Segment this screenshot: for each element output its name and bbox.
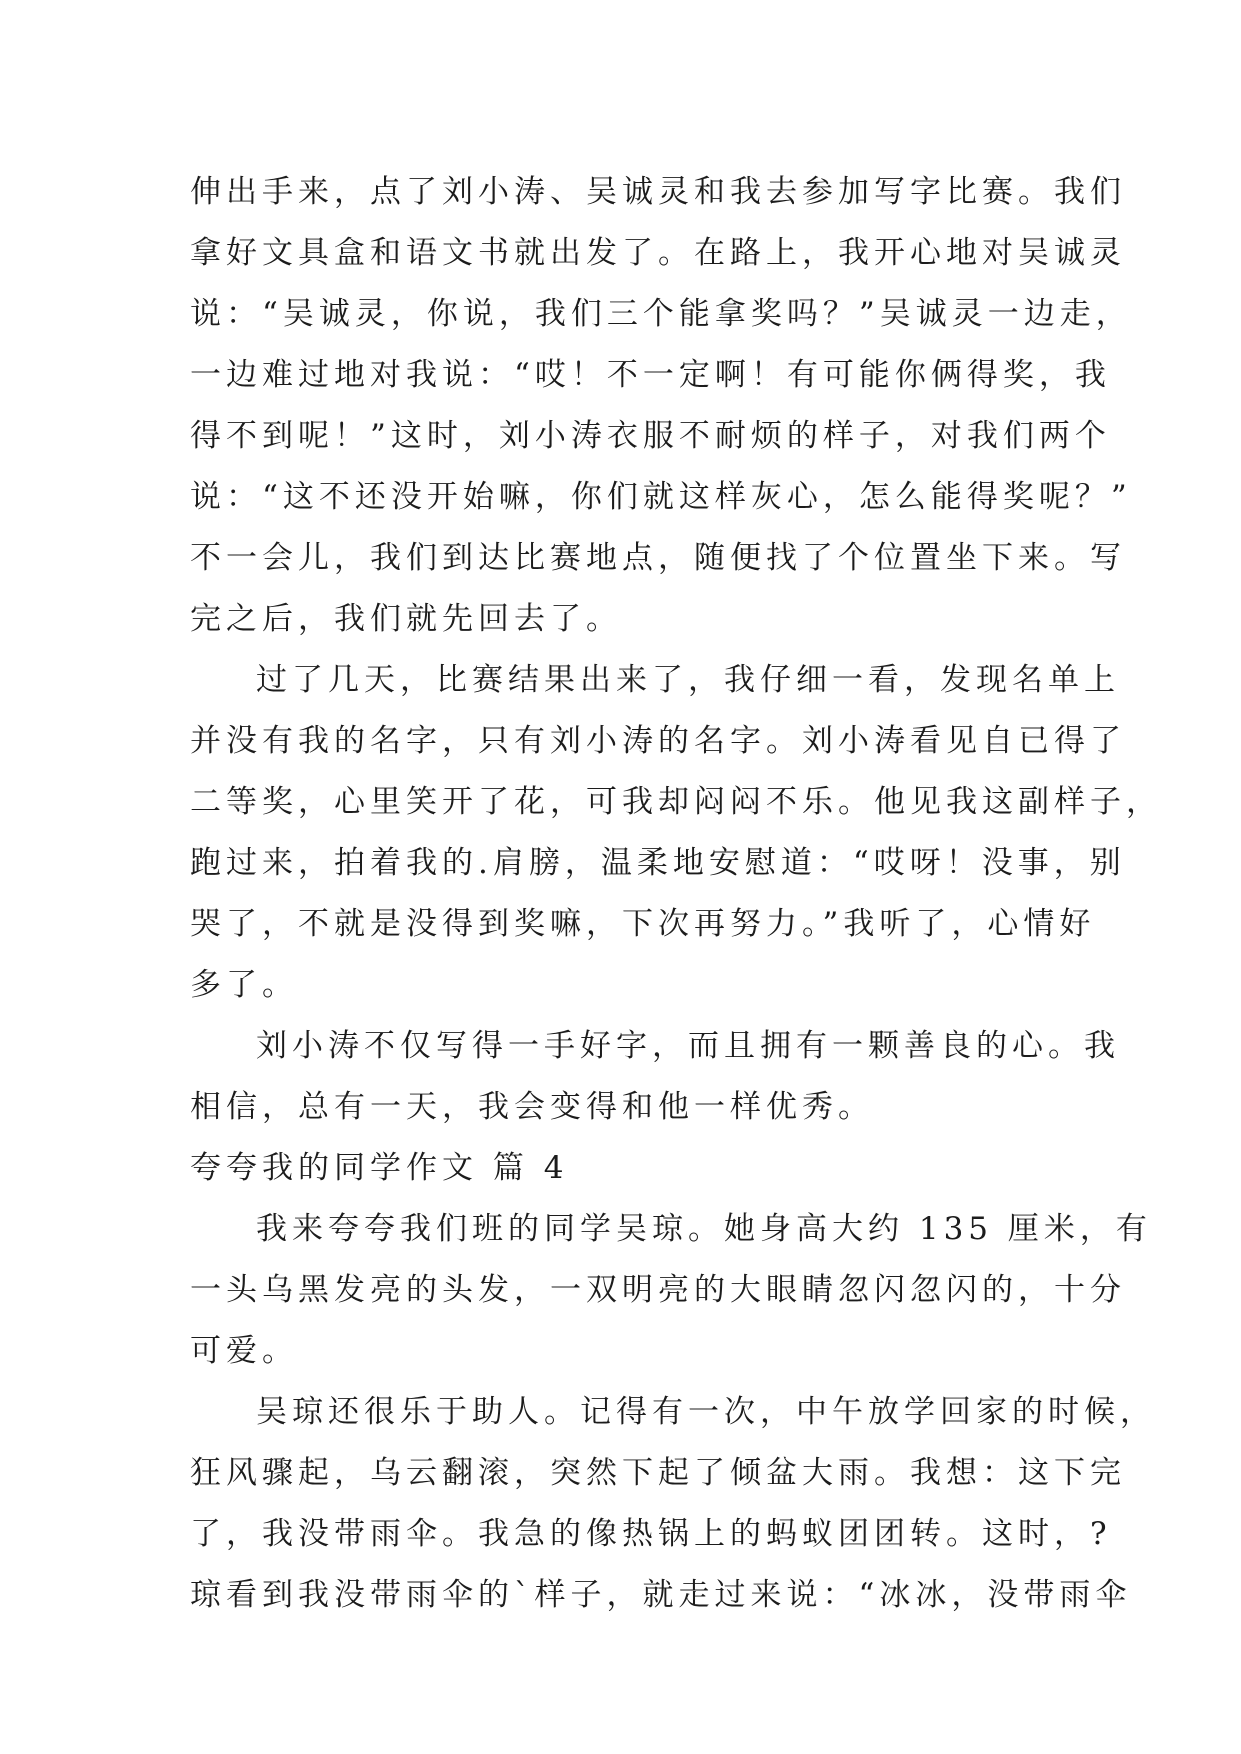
text-line: 二等奖，心里笑开了花，可我却闷闷不乐。他见我这副样子， (190, 784, 1162, 820)
text-line: 得不到呢！”这时，刘小涛衣服不耐烦的样子，对我们两个 (190, 418, 1111, 454)
text-line: 伸出手来，点了刘小涛、吴诚灵和我去参加写字比赛。我们 (190, 174, 1126, 210)
text-line: 说：“这不还没开始嘛，你们就这样灰心，怎么能得奖呢？” (190, 479, 1132, 515)
essay-text (190, 162, 1162, 1626)
text-line: 刘小涛不仅写得一手好字，而且拥有一颗善良的心。我 (256, 1028, 1120, 1064)
text-line: 了，我没带雨伞。我急的像热锅上的蚂蚁团团转。这时，? (190, 1516, 1112, 1552)
text-line: 完之后，我们就先回去了。 (190, 601, 622, 637)
text-line: 相信，总有一天，我会变得和他一样优秀。 (190, 1089, 874, 1125)
text-line: 不一会儿，我们到达比赛地点，随便找了个位置坐下来。写 (190, 540, 1126, 576)
text-line: 可爱。 (190, 1333, 298, 1369)
text-line: 并没有我的名字，只有刘小涛的名字。刘小涛看见自已得了 (190, 723, 1126, 759)
text-line: 哭了，不就是没得到奖嘛，下次再努力。”我听了，心情好 (190, 906, 1096, 942)
text-line: 过了几天，比赛结果出来了，我仔细一看，发现名单上 (256, 662, 1120, 698)
section-heading: 夸夸我的同学作文 篇 4 (190, 1150, 569, 1186)
text-line: 说：“吴诚灵，你说，我们三个能拿奖吗？”吴诚灵一边走， (190, 296, 1132, 332)
text-line: 拿好文具盒和语文书就出发了。在路上，我开心地对吴诚灵 (190, 235, 1126, 271)
text-line: 我来夸夸我们班的同学吴琼。她身高大约 135 厘米，有 (256, 1211, 1152, 1247)
text-line: 跑过来，拍着我的.肩膀，温柔地安慰道：“哎呀！没事，别 (190, 845, 1126, 881)
text-line: 吴琼还很乐于助人。记得有一次，中午放学回家的时候， (256, 1394, 1156, 1430)
text-line: 一边难过地对我说：“哎！不一定啊！有可能你俩得奖，我 (190, 357, 1111, 393)
text-line: 一头乌黑发亮的头发，一双明亮的大眼睛忽闪忽闪的，十分 (190, 1272, 1126, 1308)
text-line: 狂风骤起，乌云翻滚，突然下起了倾盆大雨。我想：这下完 (190, 1455, 1126, 1491)
text-line: 多了。 (190, 967, 298, 1003)
text-line: 琼看到我没带雨伞的`样子，就走过来说：“冰冰，没带雨伞 (190, 1577, 1132, 1613)
